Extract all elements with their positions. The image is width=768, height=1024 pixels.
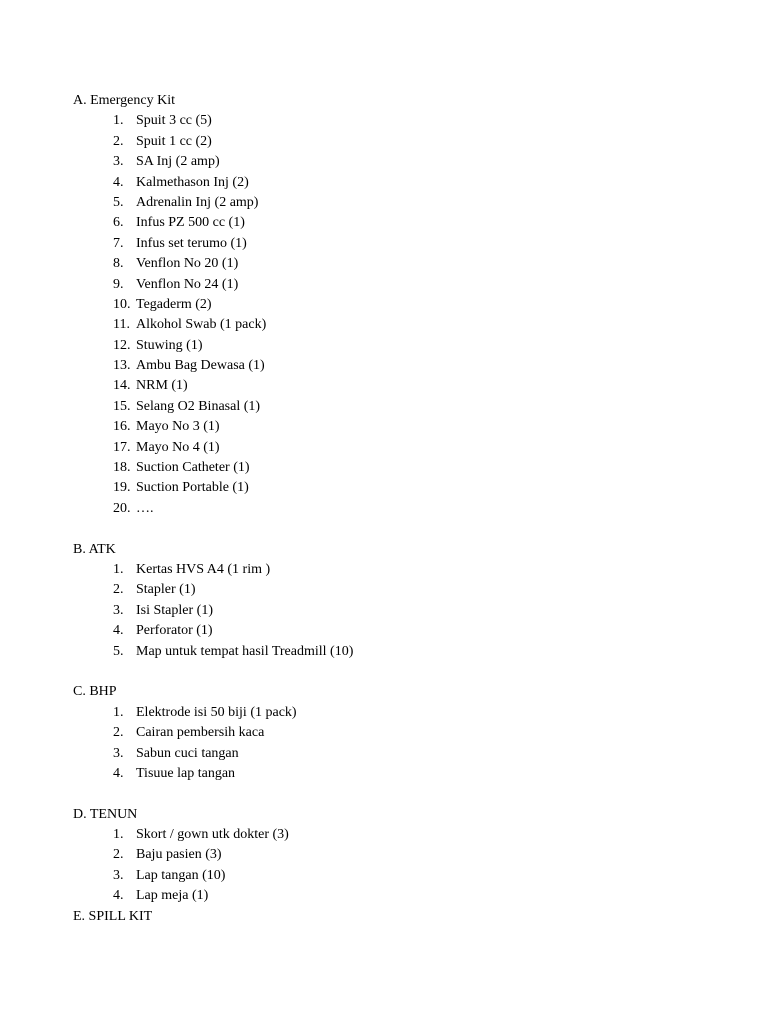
item-number: 1. (113, 827, 124, 843)
item-text: Stuwing (1) (136, 337, 203, 353)
item-text: Elektrode isi 50 biji (1 pack) (136, 704, 297, 720)
item-text: Sabun cuci tangan (136, 745, 239, 761)
item-text: Mayo No 3 (1) (136, 419, 220, 435)
list-item (0, 234, 768, 254)
blank-line (0, 784, 768, 804)
item-number: 4. (113, 174, 124, 190)
item-number: 3. (113, 867, 124, 883)
item-text: Kertas HVS A4 (1 rim ) (136, 561, 271, 577)
list-item (0, 580, 768, 600)
list-item (0, 825, 768, 845)
item-number: 1. (113, 561, 124, 577)
list-item (0, 254, 768, 274)
item-text: Infus set terumo (1) (136, 235, 247, 251)
item-number: 7. (113, 235, 124, 251)
item-number: 2. (113, 725, 124, 741)
item-text: Cairan pembersih kaca (136, 725, 265, 741)
item-text: Spuit 1 cc (2) (136, 133, 212, 149)
item-text: Lap tangan (10) (136, 867, 226, 883)
section-heading: E. SPILL KIT (73, 908, 153, 924)
item-text: Venflon No 20 (1) (136, 256, 239, 272)
item-number: 3. (113, 602, 124, 618)
item-text: Suction Portable (1) (136, 480, 249, 496)
section-spill-kit (0, 907, 768, 927)
item-text: Infus PZ 500 cc (1) (136, 215, 245, 231)
item-number: 5. (113, 194, 124, 210)
item-number: 3. (113, 745, 124, 761)
list-item (0, 703, 768, 723)
item-number: 11. (113, 317, 130, 333)
list-item (0, 152, 768, 172)
item-number: 13. (113, 358, 131, 374)
item-text: Ambu Bag Dewasa (1) (136, 358, 265, 374)
item-text: Skort / gown utk dokter (3) (136, 827, 289, 843)
blank-line (0, 519, 768, 539)
list-item (0, 744, 768, 764)
item-text: Stapler (1) (136, 582, 196, 598)
list-item (0, 376, 768, 396)
list-item (0, 845, 768, 865)
list-item (0, 397, 768, 417)
list-item (0, 417, 768, 437)
list-item (0, 213, 768, 233)
item-text: Venflon No 24 (1) (136, 276, 239, 292)
item-number: 2. (113, 847, 124, 863)
list-item (0, 111, 768, 131)
section-tenun (0, 805, 768, 907)
item-text: Lap meja (1) (136, 888, 209, 904)
item-number: 19. (113, 480, 131, 496)
list-item (0, 601, 768, 621)
section-atk (0, 540, 768, 662)
item-text: Tisuue lap tangan (136, 765, 236, 781)
item-number: 10. (113, 296, 131, 312)
item-list (0, 111, 768, 519)
item-text: NRM (1) (136, 378, 188, 394)
list-item (0, 173, 768, 193)
item-number: 15. (113, 398, 131, 414)
list-item (0, 886, 768, 906)
item-text: Baju pasien (3) (136, 847, 222, 863)
item-number: 17. (113, 439, 131, 455)
list-item (0, 764, 768, 784)
item-number: 9. (113, 276, 124, 292)
list-item (0, 193, 768, 213)
list-item (0, 132, 768, 152)
list-item (0, 438, 768, 458)
list-item (0, 723, 768, 743)
item-text: SA Inj (2 amp) (136, 154, 220, 170)
item-number: 4. (113, 765, 124, 781)
item-text: Map untuk tempat hasil Treadmill (10) (136, 643, 354, 659)
list-item (0, 478, 768, 498)
item-list (0, 703, 768, 785)
item-text: Perforator (1) (136, 623, 213, 639)
item-number: 18. (113, 460, 131, 476)
item-text: Alkohol Swab (1 pack) (136, 317, 267, 333)
item-number: 16. (113, 419, 131, 435)
section-heading: B. ATK (73, 541, 116, 557)
item-text: Tegaderm (2) (136, 296, 212, 312)
list-item (0, 356, 768, 376)
list-item (0, 560, 768, 580)
item-number: 3. (113, 154, 124, 170)
item-text: Spuit 3 cc (5) (136, 113, 212, 129)
section-heading: A. Emergency Kit (73, 93, 175, 108)
item-text: Adrenalin Inj (2 amp) (136, 194, 259, 210)
item-number: 20. (113, 500, 131, 516)
item-number: 2. (113, 133, 124, 149)
item-number: 14. (113, 378, 131, 394)
item-number: 4. (113, 623, 124, 639)
item-list (0, 560, 768, 662)
section-emergency-kit (0, 91, 768, 519)
item-number: 4. (113, 888, 124, 904)
list-item (0, 642, 768, 662)
blank-line (0, 662, 768, 682)
item-text: Selang O2 Binasal (1) (136, 398, 261, 414)
item-number: 1. (113, 704, 124, 720)
list-item (0, 295, 768, 315)
item-text: Kalmethason Inj (2) (136, 174, 249, 190)
item-text: Suction Catheter (1) (136, 460, 250, 476)
item-number: 12. (113, 337, 131, 353)
document-page (0, 91, 768, 927)
item-text: Mayo No 4 (1) (136, 439, 220, 455)
item-number: 6. (113, 215, 124, 231)
list-item (0, 275, 768, 295)
item-number: 5. (113, 643, 124, 659)
list-item (0, 336, 768, 356)
list-item (0, 621, 768, 641)
item-number: 1. (113, 113, 124, 129)
item-list (0, 825, 768, 907)
section-heading: D. TENUN (73, 806, 138, 822)
item-text: Isi Stapler (1) (136, 602, 213, 618)
item-text: …. (136, 500, 154, 516)
list-item (0, 315, 768, 335)
list-item (0, 866, 768, 886)
section-bhp (0, 682, 768, 784)
list-item (0, 458, 768, 478)
section-heading: C. BHP (73, 684, 117, 700)
item-number: 8. (113, 256, 124, 272)
list-item (0, 499, 768, 519)
item-number: 2. (113, 582, 124, 598)
